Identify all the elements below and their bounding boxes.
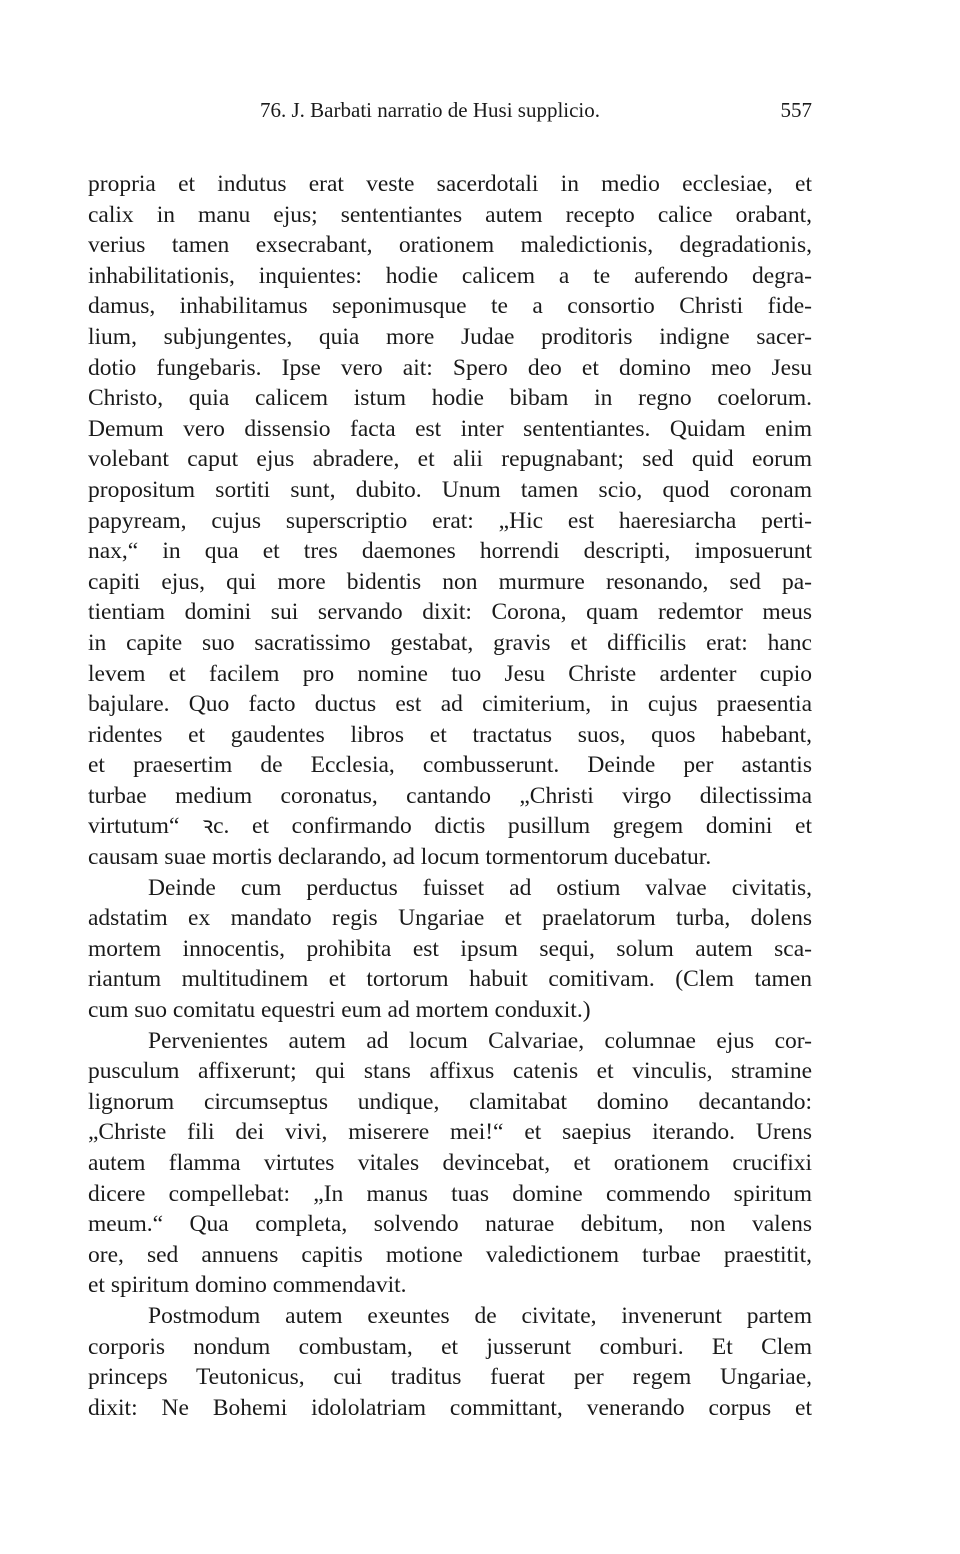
text-line: capiti ejus, qui more bidentis non murmure resonando, sed pa- bbox=[88, 568, 812, 595]
text-line: riantum multitudinem et tortorum habuit comitivam. (Clem tamen bbox=[88, 966, 812, 993]
text-line: causam suae mortis declarando, ad locum tormentorum ducebatur. bbox=[88, 844, 712, 871]
book-page bbox=[88, 98, 812, 1423]
text-line: Postmodum autem exeuntes de civitate, invenerunt partem bbox=[148, 1302, 812, 1329]
text-line: propositum sortiti sunt, dubito. Unum tamen scio, quod coronam bbox=[88, 476, 812, 503]
text-line: ore, sed annuens capitis motione valedictionem turbae praestitit, bbox=[88, 1241, 812, 1268]
text-line: et spiritum domino commendavit. bbox=[88, 1272, 407, 1299]
body-text bbox=[88, 169, 812, 1423]
text-line: lium, subjungentes, quia more Judae proditoris indigne sacer- bbox=[88, 323, 812, 350]
text-line: in capite suo sacratissimo gestabat, gravis et difficilis erat: hanc bbox=[88, 629, 812, 656]
text-line: turbae medium coronatus, cantando „Christi virgo dilectissima bbox=[88, 782, 812, 809]
text-line: et praesertim de Ecclesia, combusserunt. Deinde per astantis bbox=[88, 752, 812, 779]
text-line: virtutum“ ꝛc. et confirmando dictis pusillum gregem domini et bbox=[88, 813, 812, 840]
text-line: „Christe fili dei vivi, miserere mei!“ et saepius iterando. Urens bbox=[88, 1119, 812, 1146]
text-line: pusculum affixerunt; qui stans affixus catenis et vinculis, stramine bbox=[88, 1058, 812, 1085]
text-line: cum suo comitatu equestri eum ad mortem conduxit.) bbox=[88, 997, 591, 1024]
paragraph bbox=[88, 1301, 812, 1423]
text-line: inhabilitationis, inquientes: hodie calicem a te auferendo degra- bbox=[88, 262, 812, 289]
text-line: corporis nondum combustam, et jusserunt comburi. Et Clem bbox=[88, 1333, 812, 1360]
text-line: mortem innocentis, prohibita est ipsum sequi, solum autem sca- bbox=[88, 935, 812, 962]
paragraph bbox=[88, 169, 812, 873]
running-title: 76. J. Barbati narratio de Husi supplicio. bbox=[260, 98, 601, 122]
text-line: Deinde cum perductus fuisset ad ostium valvae civitatis, bbox=[148, 874, 812, 901]
text-line: propria et indutus erat veste sacerdotali in medio ecclesiae, et bbox=[88, 171, 812, 197]
text-line: autem flamma virtutes vitales devincebat, et orationem crucifixi bbox=[88, 1150, 812, 1176]
paragraph bbox=[88, 1026, 812, 1301]
text-line: ridentes et gaudentes libros et tractatus suos, quos habebant, bbox=[88, 721, 812, 748]
text-line: Pervenientes autem ad locum Calvariae, columnae ejus cor- bbox=[148, 1027, 812, 1054]
text-line: bajulare. Quo facto ductus est ad cimiterium, in cujus praesentia bbox=[88, 691, 812, 718]
page-number: 557 bbox=[780, 98, 812, 122]
text-line: princeps Teutonicus, cui traditus fuerat per regem Ungariae, bbox=[88, 1364, 812, 1391]
text-line: adstatim ex mandato regis Ungariae et praelatorum turba, dolens bbox=[88, 905, 812, 932]
text-line: nax,“ in qua et tres daemones horrendi descripti, imposuerunt bbox=[88, 538, 812, 565]
text-line: lignorum circumseptus undique, clamitabat domino decantando: bbox=[88, 1088, 812, 1115]
text-line: verius tamen exsecrabant, orationem maledictionis, degradationis, bbox=[88, 232, 812, 259]
text-line: tientiam domini sui servando dixit: Corona, quam redemtor meus bbox=[88, 599, 812, 626]
text-line: calix in manu ejus; sententiantes autem recepto calice orabant, bbox=[88, 201, 812, 228]
text-line: dotio fungebaris. Ipse vero ait: Spero deo et domino meo Jesu bbox=[88, 354, 812, 381]
text-line: Demum vero dissensio facta est inter sententiantes. Quidam enim bbox=[88, 415, 812, 442]
text-line: dixit: Ne Bohemi idololatriam committant, venerando corpus et bbox=[88, 1394, 812, 1421]
text-line: volebant caput ejus abradere, et alii repugnabant; sed quid eorum bbox=[88, 446, 812, 473]
text-line: papyream, cujus superscriptio erat: „Hic est haeresiarcha perti- bbox=[88, 507, 812, 534]
text-line: Christo, quia calicem istum hodie bibam in regno coelorum. bbox=[88, 385, 812, 412]
text-line: damus, inhabilitamus seponimusque te a consortio Christi fide- bbox=[88, 293, 812, 320]
text-line: dicere compellebat: „In manus tuas domine commendo spiritum bbox=[88, 1180, 812, 1207]
text-line: levem et facilem pro nomine tuo Jesu Christe ardenter cupio bbox=[88, 660, 812, 687]
page-header bbox=[88, 98, 812, 136]
paragraph bbox=[88, 873, 812, 1026]
text-line: meum.“ Qua completa, solvendo naturae debitum, non valens bbox=[88, 1211, 812, 1238]
